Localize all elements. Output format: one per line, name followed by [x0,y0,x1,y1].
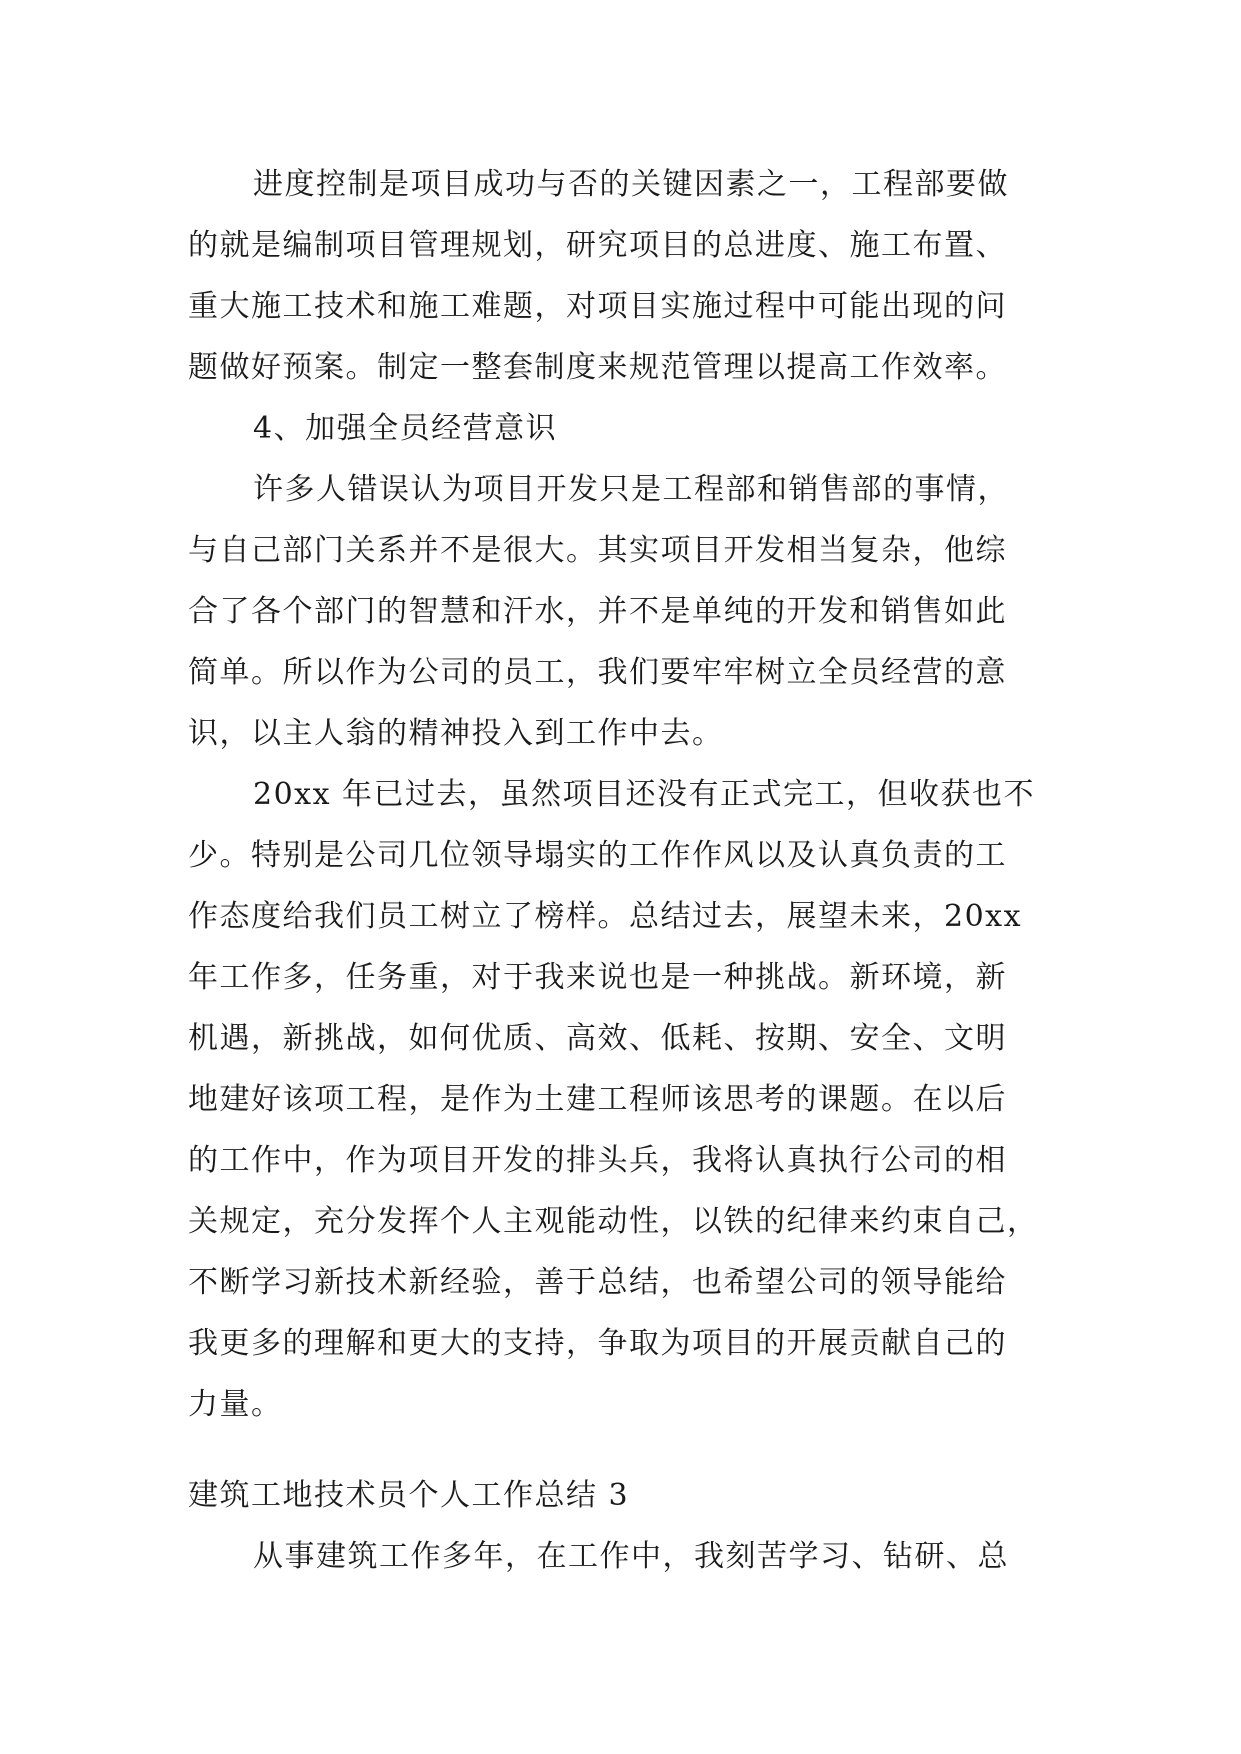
paragraph-line: 力量。 [188,1387,283,1422]
paragraph-line: 许多人错误认为项目开发只是工程部和销售部的事情， [253,472,1009,507]
paragraph-line: 20xx 年已过去，虽然项目还没有正式完工，但收获也不 [253,777,1036,812]
paragraph-line: 作态度给我们员工树立了榜样。总结过去，展望未来，20xx [188,899,1023,934]
paragraph-line: 我更多的理解和更大的支持，争取为项目的开展贡献自己的 [188,1326,1007,1361]
paragraph-line: 从事建筑工作多年，在工作中，我刻苦学习、钻研、总 [253,1539,1009,1574]
paragraph-line: 年工作多，任务重，对于我来说也是一种挑战。新环境，新 [188,960,1007,995]
paragraph-line: 不断学习新技术新经验，善于总结，也希望公司的领导能给 [188,1265,1007,1300]
paragraph-line: 机遇，新挑战，如何优质、高效、低耗、按期、安全、文明 [188,1021,1007,1056]
paragraph-line: 少。特别是公司几位领导塌实的工作作风以及认真负责的工 [188,838,1007,873]
paragraph-line: 与自己部门关系并不是很大。其实项目开发相当复杂，他综 [188,533,1007,568]
paragraph-line: 的就是编制项目管理规划，研究项目的总进度、施工布置、 [188,228,1007,263]
paragraph-line: 的工作中，作为项目开发的排头兵，我将认真执行公司的相 [188,1143,1007,1178]
paragraph-line: 地建好该项工程，是作为土建工程师该思考的课题。在以后 [188,1082,1007,1117]
paragraph-line: 简单。所以作为公司的员工，我们要牢牢树立全员经营的意 [188,655,1007,690]
paragraph-line: 关规定，充分发挥个人主观能动性，以铁的纪律来约束自己， [188,1204,1039,1239]
section-heading: 4、加强全员经营意识 [253,411,558,446]
paragraph-line: 合了各个部门的智慧和汗水，并不是单纯的开发和销售如此 [188,594,1007,629]
paragraph-line: 重大施工技术和施工难题，对项目实施过程中可能出现的问 [188,289,1007,324]
paragraph-line: 识，以主人翁的精神投入到工作中去。 [188,716,724,751]
paragraph-line: 题做好预案。制定一整套制度来规范管理以提高工作效率。 [188,350,1007,385]
paragraph-line: 进度控制是项目成功与否的关键因素之一，工程部要做 [253,167,1009,202]
section-title: 建筑工地技术员个人工作总结 3 [188,1478,630,1513]
